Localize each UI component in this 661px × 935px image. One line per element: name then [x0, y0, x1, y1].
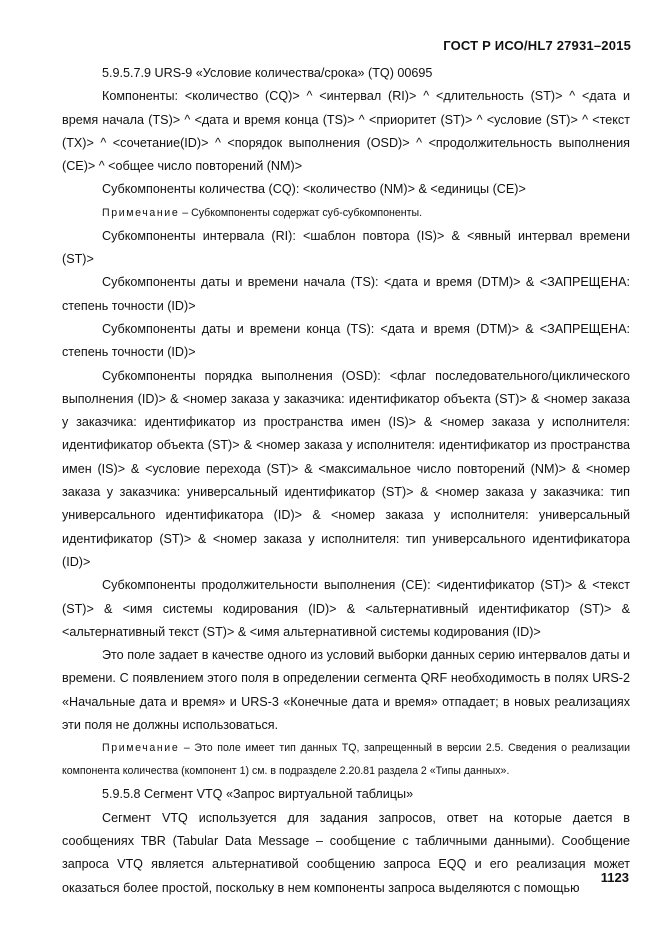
paragraph-field-description: Это поле задает в качестве одного из условий выборки данных серию интервалов даты и времени. С появлением этого поля в определении сегмента QRF необходимость в полях URS-2 «Начальные дата и время» и URS-3 «Конечные дата и время» отпадает; в новых реализациях эти поля не должны использоваться.	[62, 648, 630, 733]
paragraph-sub-duration: Субкомпоненты продолжительности выполнения (CE): <идентификатор (ST)> & <текст (ST)> & <имя системы кодирования (ID)> & <альтернативный идентификатор (ST)> & <альтернативный текст (ST)> & <имя альтернативной системы кодирования (ID)>	[62, 578, 630, 639]
document-body	[62, 62, 630, 900]
note-1	[62, 202, 630, 225]
section-heading: 5.9.5.8 Сегмент VTQ «Запрос виртуальной таблицы»	[102, 787, 414, 802]
note-label: Примечание	[102, 206, 180, 219]
paragraph-sub-order: Субкомпоненты порядка выполнения (OSD): <флаг последовательного/циклического выполнения (ID)> & <номер заказа у заказчика: идентификатор объекта (ST)> & <номер заказа у заказчика: идентификатор из пространства имен (IS)> & <номер заказа у исполнителя: идентификатор объекта (ST)> & <номер заказа у исполнителя: идентификатор из пространства имен (IS)> & <условие перехода (ST)> & <максимальное число повторений (NM)> & <номер заказа у заказчика: универсальный идентификатор (ST)> & <номер заказа у заказчика: тип универсального идентификатора (ID)> & <номер заказа у исполнителя: универсальный идентификатор (ST)> & <номер заказа у исполнителя: тип универсального идентификатора (ID)>	[62, 368, 630, 569]
document-header: ГОСТ Р ИСО/HL7 27931–2015	[443, 38, 631, 53]
paragraph-sub-end: Субкомпоненты даты и времени конца (TS): <дата и время (DTM)> & <ЗАПРЕЩЕНА: степень точности (ID)>	[62, 321, 631, 360]
section-heading: 5.9.5.7.9 URS-9 «Условие количества/срока» (TQ) 00695	[102, 66, 433, 80]
note-2	[62, 737, 630, 783]
paragraph-sub-quantity: Субкомпоненты количества (CQ): <количество (NM)> & <единицы (CE)>	[102, 182, 526, 197]
paragraph-components: Компоненты: <количество (CQ)> ^ <интервал (RI)> ^ <длительность (ST)> ^ <дата и время начала (TS)> ^ <дата и время конца (TS)> ^ <приоритет (ST)> ^ <условие (ST)> ^ <текст (TX)> ^ <сочетание(ID)> ^ <порядок выполнения (OSD)> ^ <продолжительность выполнения (CE)> ^ <общее число повторений (NM)>	[62, 89, 630, 174]
note-text: – Субкомпоненты содержат суб-субкомпоненты.	[179, 206, 423, 219]
page-number: 1123	[600, 870, 629, 885]
paragraph-sub-interval: Субкомпоненты интервала (RI): <шаблон повтора (IS)> & <явный интервал времени (ST)>	[62, 228, 630, 267]
paragraph-sub-start: Субкомпоненты даты и времени начала (TS): <дата и время (DTM)> & <ЗАПРЕЩЕНА: степень точности (ID)>	[62, 275, 630, 313]
paragraph-vtq-description: Сегмент VTQ используется для задания запросов, ответ на которые дается в сообщениях TBR (Tabular Data Message – сообщение с табличными данными). Сообщение запроса VTQ является альтернативой сообщению запроса EQQ и его реализация может оказаться более простой, поскольку в нем компоненты запроса выделяются с помощью	[62, 810, 630, 895]
note-text: – Это поле имеет тип данных TQ, запрещенный в версии 2.5. Сведения о реализации компонента количества (компонент 1) см. в подразделе 2.20.81 раздела 2 «Типы данных».	[62, 742, 630, 778]
note-label: Примечание	[102, 742, 180, 755]
